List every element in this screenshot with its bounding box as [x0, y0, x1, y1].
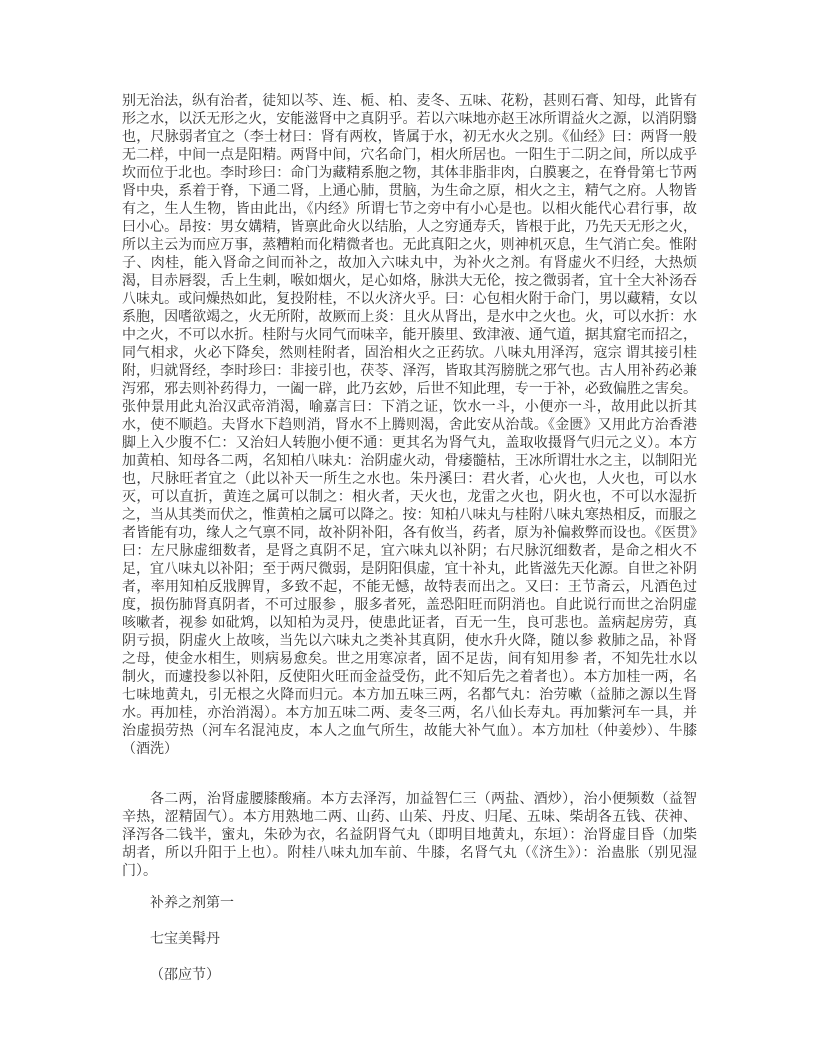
formula-title: 七宝美髯丹 [150, 932, 220, 947]
paragraph-main-text: 别无治法，纵有治者，徒知以芩、连、栀、柏、麦冬、五味、花粉，甚则石膏、知母，此皆有形之水，以沃无形之火，安能滋肾中之真阴乎。若以六味地亦赵王冰所谓益火之源，以消阴翳也，尺脉弱者宜之（李士材曰：肾有两枚，皆属于水，初无水火之别。《仙经》曰：两肾一般无二样，中间一点是阳精。两肾中间，穴名命门，相火所居也。一阳生于二阴之间，所以成乎坎而位于北也。李时珍曰：命门为藏精系胞之物，其体非脂非肉，白膜裹之，在脊骨第七节两肾中央，系着于脊，下通二肾，上通心肺，贯脑，为生命之原，相火之主，精气之府。人物皆有之，生人生物，皆由此出，《内经》所谓七节之旁中有小心是也。以相火能代心君行事，故曰小心。昂按：男女媾精，皆禀此命火以结胎，人之穷通寿夭，皆根于此，乃先天无形之火，所以主云为而应万事，蒸糟粕而化精微者也。无此真阳之火，则神机灭息，生气消亡矣。惟附子、肉桂，能入肾命之间而补之，故加入六味丸中，为补火之剂。有肾虚火不归经，大热烦渴，目赤唇裂，舌上生刺，喉如烟火，足心如烙，脉洪大无伦，按之微弱者，宜十全大补汤吞八味丸。或问燥热如此，复投附桂，不以火济火乎。曰：心包相火附于命门，男以藏精，女以系胞，因嗜欲竭之，火无所附，故厥而上炎：且火从肾出，是水中之火也。火，可以水折：水中之火，不可以水折。桂附与火同气而味辛，能开腠里、致津液、通气道，据其窟宅而招之，同气相求，火必下降矣，然则桂附者，固治相火之正药欤。八味丸用泽泻，寇宗 谓其接引桂附，归就肾经，李时珍曰：非接引也，茯苓、泽泻，皆取其泻膀胱之邪气也。古人用补药必兼泻邪，邪去则补药得力，一阖一辟，此乃玄妙，后世不知此理，专一于补，必致偏胜之害矣。张仲景用此丸治汉武帝消渴，喻嘉言曰：下消之证，饮水一斗，小便亦一斗，故用此以折其水，使不顺趋。夫肾水下趋则消，肾水不上腾则渴，舍此安从治哉。《金匮》又用此方治香港脚上入少腹不仁：又治妇人转胞小便不通：更其名为肾气丸，盖取收摄肾气归元之义）。本方加黄柏、知母各二两，名知柏八味丸：治阴虚火动，骨痿髓枯，王冰所谓壮水之主，以制阳光也，尺脉旺者宜之（此以补天一所生之水也。朱丹溪曰：君火者，心火也，人火也，可以水灭，可以直折，黄连之属可以制之：相火者，天火也，龙雷之火也，阴火也，不可以水湿折之，当从其类而伏之，惟黄柏之属可以降之。按：知柏八味丸与桂附八味丸寒热相反，而服之者皆能有功，缘人之气禀不同，故补阴补阳，各有攸当，药者，原为补偏救弊而设也。《医贯》曰：左尺脉虚细数者，是肾之真阴不足，宜六味丸以补阴；右尺脉沉细数者，是命之相火不足，宜八味丸以补阳；至于两尺微弱，是阴阳俱虚，宜十补丸，此皆滋先天化源。自世之补阴者，率用知柏反戕脾胃，多致不起，不能无憾，故特表而出之。又曰：王节斋云，凡酒色过度，损伤肺肾真阴者，不可过服参 ，服多者死，盖恐阳旺而阴消也。自此说行而世之治阴虚咳嗽者，视参 如砒鸩，以知柏为灵丹，使患此证者，百无一生，良可悲也。盖病起房劳，真阴亏损，阴虚火上故咳，当先以六味丸之类补其真阴，使水升火降，随以参 救肺之品，补肾之母，使金水相生，则病易愈矣。世之用寒凉者，固不足齿，间有知用参 者，不知先壮水以制火，而遽投参以补阳，反使阳火旺而金益受伤，此不知后先之着者也）。本方加桂一两，名七味地黄丸，引无根之火降而归元。本方加五味三两，名都气丸：治劳嗽（益肺之源以生肾水。再加桂，亦治消渴）。本方加五味二两、麦冬三两，名八仙长寿丸。再加紫河车一具，并治虚损劳热（河车名混沌皮，本人之血气所生，故能大补气血）。本方加杜（仲姜炒）、牛膝（酒洗） [122, 94, 697, 757]
formula-attribution: （邵应节） [150, 968, 220, 983]
paragraph-continuation: 各二两，治肾虚腰膝酸痛。本方去泽泻，加益智仁三（两盐、酒炒），治小便频数（益智辛热，涩精固气）。本方用熟地二两、山药、山茱、丹皮、归尾、五味、柴胡各五钱、茯神、泽泻各二钱半，蜜丸，朱砂为衣，名益阴肾气丸（即明目地黄丸，东垣）：治肾虚目昏（加柴胡者，所以升阳于上也）。附桂八味丸加车前、牛膝，名肾气丸（《济生》）：治蛊胀（别见湿门）。 [122, 792, 697, 879]
text-block [122, 93, 697, 985]
section-heading: 补养之剂第一 [150, 896, 234, 911]
